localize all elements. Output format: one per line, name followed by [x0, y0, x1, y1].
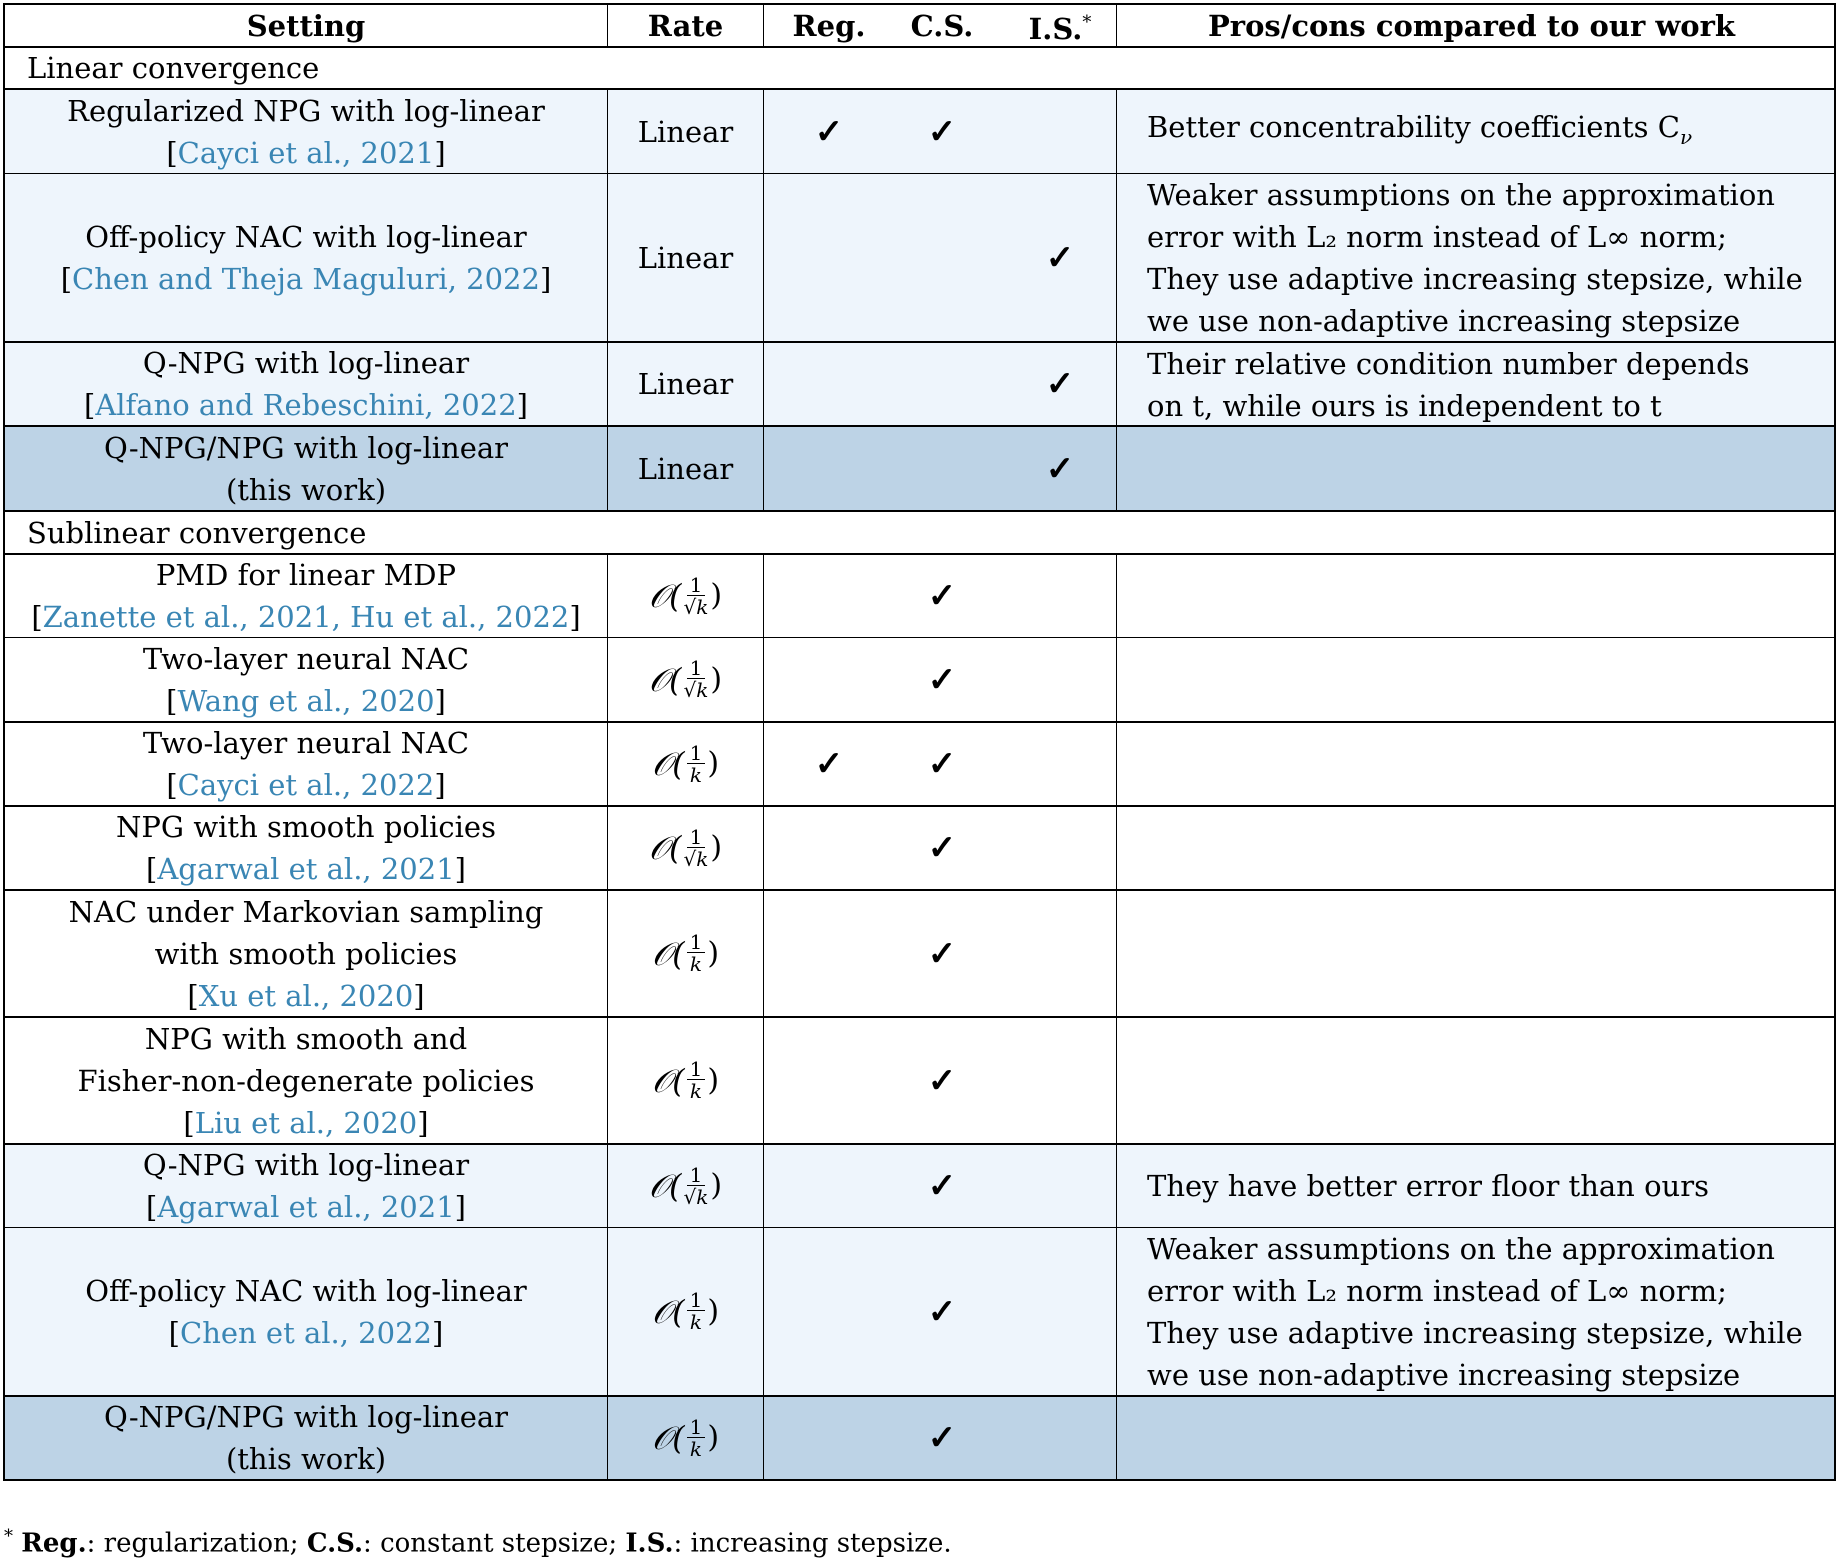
citation: [Chen and Theja Maguluri, 2022]	[60, 261, 552, 296]
setting-text: Q-NPG/NPG with log-linear	[103, 430, 509, 465]
setting-cell	[5, 807, 608, 889]
rate-cell	[608, 1145, 764, 1227]
table-row	[5, 173, 1834, 341]
citation: [Chen et al., 2022]	[168, 1315, 444, 1350]
pros-text: Better concentrability coefficients $C_\nu$	[1147, 109, 1693, 149]
header-cs: C.S.	[910, 8, 974, 43]
pros-line: Weaker assumptions on the approximation	[1147, 178, 1775, 212]
table-row	[5, 1016, 1834, 1143]
table-row	[5, 341, 1834, 425]
citation: [Alfano and Rebeschini, 2022]	[84, 388, 528, 422]
citation: [Agarwal et al., 2021]	[146, 1190, 466, 1224]
citation-link[interactable]: Cayci et al., 2022	[177, 768, 435, 802]
table-row	[5, 88, 1834, 173]
citation-link[interactable]: Cayci et al., 2021	[177, 135, 435, 170]
rate-cell	[608, 723, 764, 805]
table-row	[5, 1227, 1834, 1395]
setting-cell	[5, 1018, 608, 1143]
pros-line: we use non-adaptive increasing stepsize	[1147, 304, 1741, 338]
section-row-sublinear	[5, 510, 1834, 553]
pros-line: error with L₂ norm instead of L∞ norm;	[1147, 1273, 1727, 1308]
setting-cell	[5, 427, 608, 510]
flags-cell	[764, 343, 1117, 425]
citation: [Cayci et al., 2021]	[166, 135, 446, 170]
pros-line: They use adaptive increasing stepsize, while	[1147, 1315, 1803, 1350]
check-icon: ✓	[927, 1291, 957, 1332]
rate-formula: 𝒪( $\frac{1}{k}$ )	[651, 1057, 720, 1103]
check-icon: ✓	[927, 1166, 957, 1206]
check-icon: ✓	[927, 1418, 957, 1458]
flags-cell	[764, 1145, 1117, 1227]
table-row	[5, 889, 1834, 1016]
header-flags	[764, 5, 1117, 46]
setting-text: Off-policy NAC with log-linear	[85, 219, 527, 254]
citation-link[interactable]: Liu et al., 2020	[194, 1105, 418, 1140]
rate-cell	[608, 1018, 764, 1143]
citation-link[interactable]: Agarwal et al., 2021	[157, 1190, 455, 1224]
setting-text: Q-NPG with log-linear	[142, 1148, 470, 1182]
check-icon: ✓	[1045, 237, 1075, 278]
setting-cell	[5, 1397, 608, 1479]
rate-formula: 𝒪( $\frac{1}{k}$ )	[651, 1288, 720, 1334]
check-icon: ✓	[927, 111, 957, 152]
setting-text: with smooth policies	[154, 936, 458, 971]
flags-cell	[764, 427, 1117, 510]
citation-link[interactable]: Zanette et al., 2021, Hu et al., 2022	[42, 600, 570, 634]
header-pros: Pros/cons compared to our work	[1207, 8, 1736, 43]
flags-cell	[764, 723, 1117, 805]
check-icon: ✓	[814, 111, 844, 152]
check-icon: ✓	[927, 1060, 957, 1101]
pros-cell	[1117, 1228, 1834, 1395]
check-icon: ✓	[1045, 448, 1075, 489]
citation-link[interactable]: Chen et al., 2022	[180, 1315, 432, 1350]
footnote-definition: : regularization;	[86, 1528, 307, 1559]
pros-line: Their relative condition number depends	[1147, 347, 1750, 381]
header-reg: Reg.	[792, 8, 866, 43]
setting-text: Q-NPG/NPG with log-linear	[103, 1400, 509, 1434]
sublinear-rows	[5, 553, 1834, 1479]
rate-formula: 𝒪( $\frac{1}{k}$ )	[651, 740, 720, 787]
pros-cell	[1117, 723, 1834, 805]
citation: [Cayci et al., 2022]	[166, 768, 446, 802]
citation: [Wang et al., 2020]	[166, 683, 446, 718]
setting-cell	[5, 343, 608, 425]
setting-text: NPG with smooth and	[144, 1021, 468, 1056]
flags-cell	[764, 807, 1117, 889]
check-icon: ✓	[927, 933, 957, 974]
rate-cell	[608, 638, 764, 721]
pros-cell	[1117, 807, 1834, 889]
flags-cell	[764, 1228, 1117, 1395]
rate-cell: Linear	[608, 90, 764, 173]
setting-cell	[5, 638, 608, 721]
pros-cell	[1117, 891, 1834, 1016]
table-row	[5, 553, 1834, 637]
rate-formula: 𝒪( $\frac{1}{k}$ )	[651, 930, 720, 976]
section-title: Sublinear convergence	[27, 515, 367, 550]
setting-cell	[5, 1228, 608, 1395]
setting-cell	[5, 174, 608, 341]
footnote	[4, 1522, 952, 1559]
footnote-marker: *	[1082, 11, 1092, 33]
footnote-term: C.S.	[306, 1528, 364, 1559]
rate-formula: 𝒪( $\frac{1}{√k}$ )	[648, 824, 723, 871]
citation-link[interactable]: Wang et al., 2020	[177, 683, 435, 718]
table-row	[5, 1143, 1834, 1227]
flags-cell	[764, 1397, 1117, 1479]
footnote-term: Reg.	[21, 1528, 87, 1559]
check-icon: ✓	[1045, 364, 1075, 404]
setting-text: Two-layer neural NAC	[142, 726, 470, 760]
setting-cell	[5, 723, 608, 805]
setting-text: (this work)	[225, 1442, 387, 1476]
citation: [Liu et al., 2020]	[183, 1105, 429, 1140]
citation-link[interactable]: Alfano and Rebeschini, 2022	[95, 388, 517, 422]
flags-cell	[764, 90, 1117, 173]
check-icon: ✓	[927, 744, 957, 784]
flags-cell	[764, 1018, 1117, 1143]
rate-formula: 𝒪( $\frac{1}{k}$ )	[651, 1414, 720, 1461]
pros-cell	[1117, 427, 1834, 510]
header-is-label: I.S.	[1028, 11, 1083, 46]
footnote-marker: *	[4, 1526, 13, 1547]
check-icon: ✓	[927, 659, 957, 700]
section-title: Linear convergence	[27, 51, 320, 85]
setting-cell	[5, 1145, 608, 1227]
setting-cell	[5, 555, 608, 637]
flags-cell	[764, 891, 1117, 1016]
rate-formula: 𝒪( $\frac{1}{√k}$ )	[648, 1162, 723, 1209]
rate-cell: Linear	[608, 427, 764, 510]
rate-cell	[608, 891, 764, 1016]
table-row-this-work	[5, 1395, 1834, 1479]
setting-text: Fisher-non-degenerate policies	[77, 1063, 535, 1098]
pros-cell	[1117, 555, 1834, 637]
table-row	[5, 721, 1834, 805]
pros-cell	[1117, 1018, 1834, 1143]
pros-cell	[1117, 90, 1834, 173]
citation-link[interactable]: Agarwal et al., 2021	[157, 852, 455, 886]
footnote-definition: : constant stepsize;	[363, 1528, 626, 1559]
rate-cell	[608, 555, 764, 637]
footnote-term: I.S.	[625, 1528, 674, 1559]
citation-link[interactable]: Xu et al., 2020	[198, 978, 414, 1013]
section-row-linear	[5, 46, 1834, 88]
check-icon: ✓	[927, 828, 957, 868]
setting-text: Two-layer neural NAC	[142, 641, 470, 676]
citation: [Agarwal et al., 2021]	[146, 852, 466, 886]
pros-cell	[1117, 343, 1834, 425]
flags-cell	[764, 638, 1117, 721]
table-header-row	[5, 5, 1834, 46]
pros-line: error with L₂ norm instead of L∞ norm;	[1147, 220, 1727, 254]
flags-cell	[764, 174, 1117, 341]
comparison-table	[3, 3, 1836, 1481]
pros-cell	[1117, 174, 1834, 341]
header-setting: Setting	[5, 5, 608, 46]
setting-text: PMD for linear MDP	[155, 558, 457, 592]
check-icon: ✓	[814, 744, 844, 784]
header-is	[1029, 2, 1092, 50]
pros-cell	[1117, 638, 1834, 721]
rate-formula: 𝒪( $\frac{1}{√k}$ )	[648, 656, 723, 702]
rate-cell	[608, 807, 764, 889]
table-row	[5, 805, 1834, 889]
setting-text: Q-NPG with log-linear	[142, 346, 470, 380]
pros-line: They use adaptive increasing stepsize, while	[1147, 262, 1803, 296]
setting-text: Off-policy NAC with log-linear	[85, 1273, 527, 1308]
footnote-definition: : increasing stepsize.	[673, 1528, 952, 1559]
pros-line: we use non-adaptive increasing stepsize	[1147, 1357, 1741, 1392]
citation: [Xu et al., 2020]	[187, 978, 425, 1013]
pros-line: on t, while ours is independent to t	[1147, 389, 1662, 423]
pros-cell	[1117, 1145, 1834, 1227]
rate-cell: Linear	[608, 174, 764, 341]
rate-formula: 𝒪( $\frac{1}{√k}$ )	[648, 572, 723, 619]
citation: [Zanette et al., 2021, Hu et al., 2022]	[31, 600, 581, 634]
rate-cell	[608, 1397, 764, 1479]
flags-cell	[764, 555, 1117, 637]
pros-line: Weaker assumptions on the approximation	[1147, 1231, 1775, 1266]
header-rate: Rate	[608, 5, 764, 46]
setting-text: Regularized NPG with log-linear	[67, 93, 545, 128]
pros-line: They have better error floor than ours	[1147, 1169, 1709, 1203]
table-row	[5, 637, 1834, 721]
citation-link[interactable]: Chen and Theja Maguluri, 2022	[72, 261, 540, 296]
setting-text: NAC under Markovian sampling	[68, 894, 544, 929]
check-icon: ✓	[927, 576, 957, 616]
setting-text: NPG with smooth policies	[116, 810, 496, 844]
table-row-this-work	[5, 425, 1834, 510]
pros-cell	[1117, 1397, 1834, 1479]
setting-cell	[5, 891, 608, 1016]
rate-cell	[608, 1228, 764, 1395]
setting-cell	[5, 90, 608, 173]
rate-cell: Linear	[608, 343, 764, 425]
setting-text: (this work)	[225, 472, 387, 507]
